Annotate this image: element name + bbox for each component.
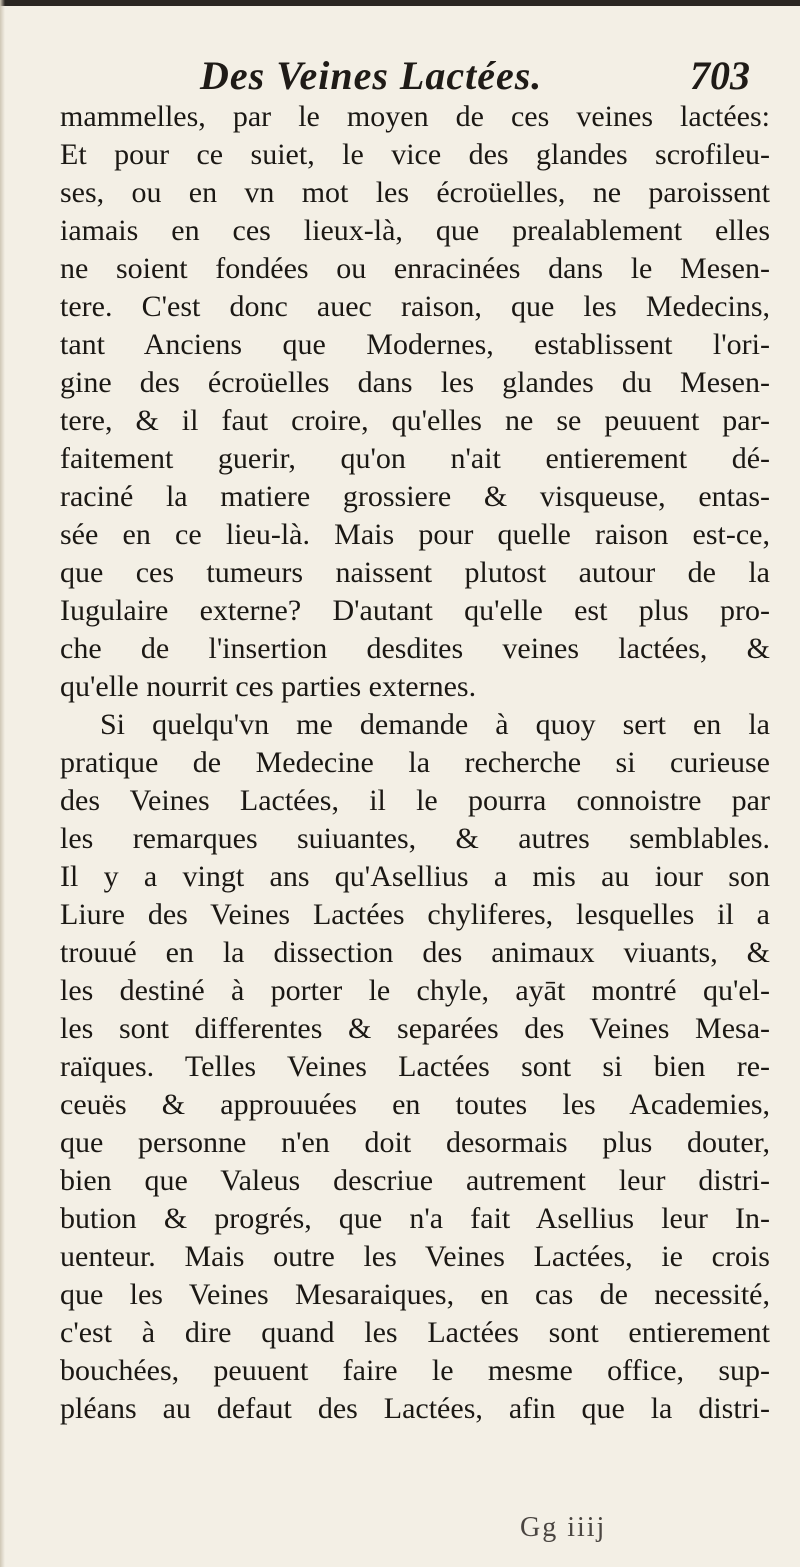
text-line: sée en ce lieu-là. Mais pour quelle raison est-ce, <box>60 518 770 551</box>
text-line: Liure des Veines Lactées chyliferes, lesquelles il a <box>60 898 770 931</box>
page-top-edge <box>0 0 800 6</box>
text-line: Iugulaire externe? D'autant qu'elle est plus pro- <box>60 594 770 627</box>
text-line: che de l'insertion desdites veines lactées, & <box>60 632 770 665</box>
text-line: raïques. Telles Veines Lactées sont si bien re- <box>60 1050 770 1083</box>
text-line: qu'elle nourrit ces parties externes. <box>60 670 477 703</box>
text-line: iamais en ces lieux-là, que prealablement elles <box>60 214 770 247</box>
text-line: uenteur. Mais outre les Veines Lactées, ie crois <box>60 1240 770 1273</box>
signature-mark: Gg iiij <box>520 1512 607 1543</box>
text-line: bution & progrés, que n'a fait Asellius leur In- <box>60 1202 770 1235</box>
text-line: mammelles, par le moyen de ces veines lactées: <box>60 100 770 133</box>
text-line: que les Veines Mesaraiques, en cas de necessité, <box>60 1278 770 1311</box>
text-line: les remarques suiuantes, & autres semblables. <box>60 822 770 855</box>
text-line: que personne n'en doit desormais plus douter, <box>60 1126 770 1159</box>
text-line: ne soient fondées ou enracinées dans le Mesen- <box>60 252 770 285</box>
text-line: des Veines Lactées, il le pourra connoistre par <box>60 784 770 817</box>
text-line: bien que Valeus descriue autrement leur distri- <box>60 1164 770 1197</box>
running-title: Des Veines Lactées. <box>200 53 543 98</box>
text-line: ceuës & approuuées en toutes les Academies, <box>60 1088 770 1121</box>
text-line: les destiné à porter le chyle, ayāt montré qu'el- <box>60 974 770 1007</box>
text-line: gine des écroüelles dans les glandes du Mesen- <box>60 366 770 399</box>
running-head <box>200 52 770 104</box>
text-line: Il y a vingt ans qu'Asellius a mis au iour son <box>60 860 770 893</box>
page-number: 703 <box>690 53 750 98</box>
text-line: Si quelqu'vn me demande à quoy sert en la <box>100 708 770 741</box>
text-line: tant Anciens que Modernes, establissent l'ori- <box>60 328 770 361</box>
text-line: que ces tumeurs naissent plutost autour de la <box>60 556 770 589</box>
text-line: pléans au defaut des Lactées, afin que la distri- <box>60 1392 770 1425</box>
text-line: faitement guerir, qu'on n'ait entierement dé- <box>60 442 770 475</box>
text-line: Et pour ce suiet, le vice des glandes scrofileu- <box>60 138 770 171</box>
text-line: tere, & il faut croire, qu'elles ne se peuuent par- <box>60 404 770 437</box>
text-line: ses, ou en vn mot les écroüelles, ne paroissent <box>60 176 770 209</box>
text-line: bouchées, peuuent faire le mesme office, sup- <box>60 1354 770 1387</box>
text-line: les sont differentes & separées des Veines Mesa- <box>60 1012 770 1045</box>
page-left-edge <box>0 0 5 1567</box>
text-line: c'est à dire quand les Lactées sont entierement <box>60 1316 770 1349</box>
text-line: trouué en la dissection des animaux viuants, & <box>60 936 770 969</box>
text-line: raciné la matiere grossiere & visqueuse, entas- <box>60 480 770 513</box>
text-line: tere. C'est donc auec raison, que les Medecins, <box>60 290 770 323</box>
body-text <box>60 98 770 1428</box>
text-line: pratique de Medecine la recherche si curieuse <box>60 746 770 779</box>
